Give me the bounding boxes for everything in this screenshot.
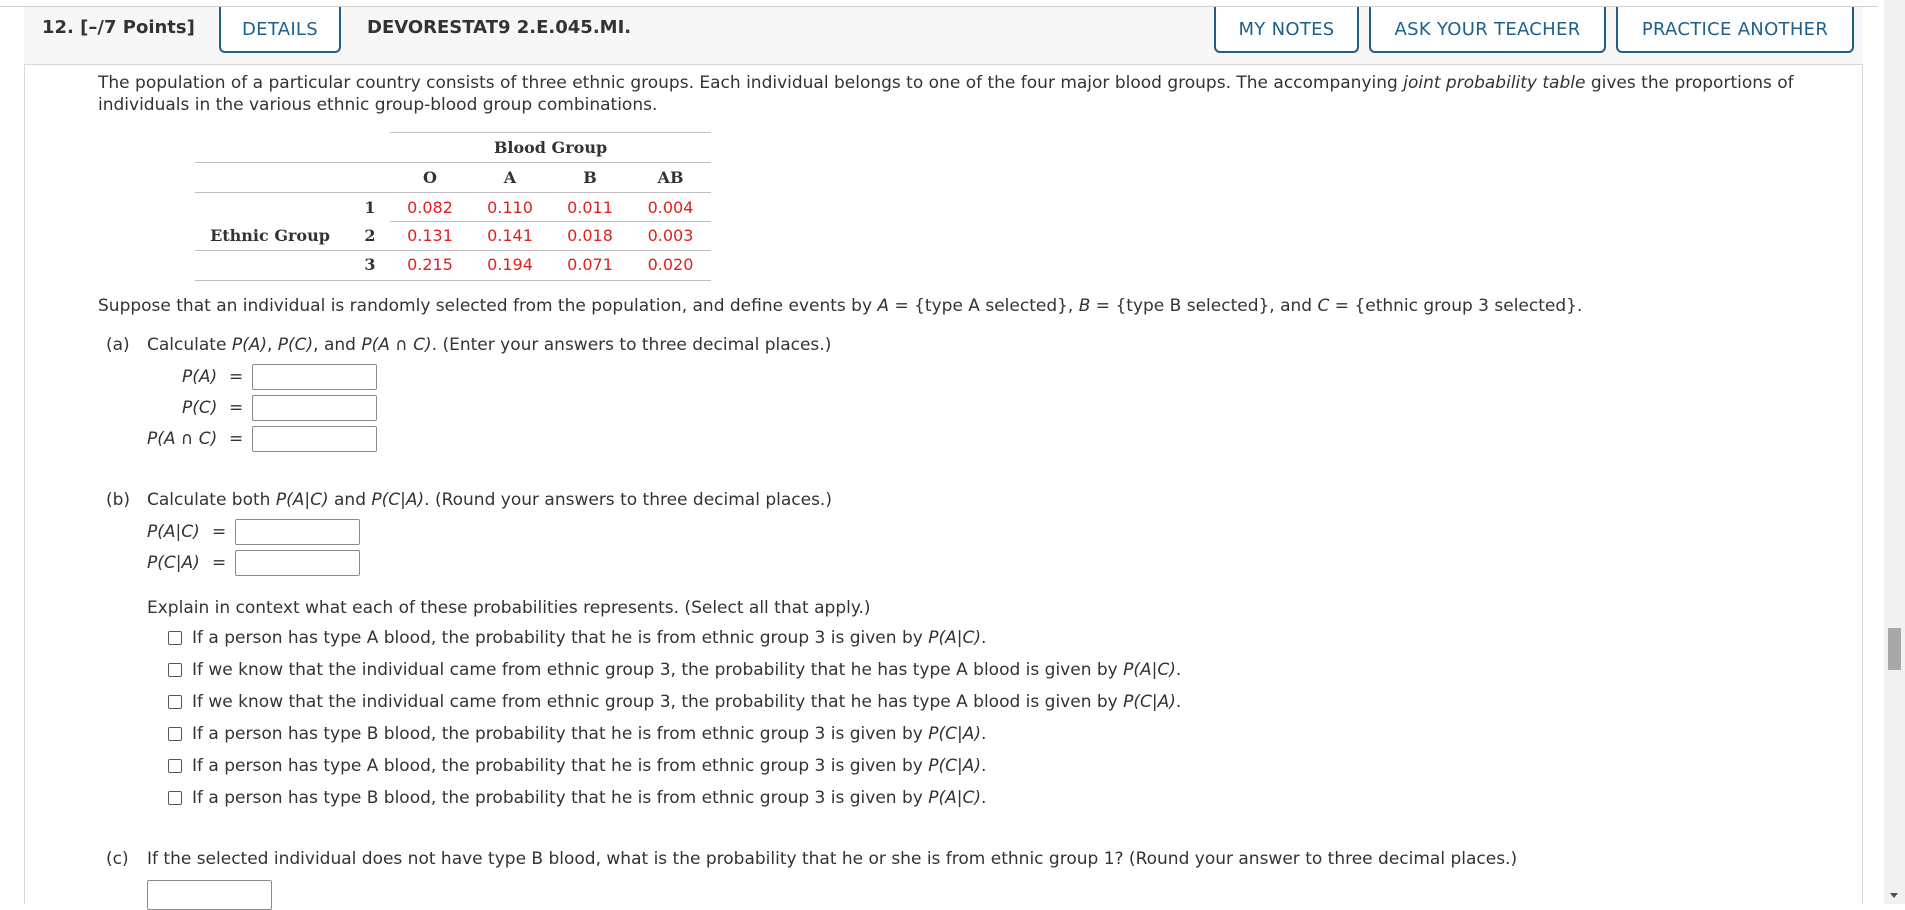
option-prob: P(C|A)	[1123, 692, 1176, 712]
ask-your-teacher-button[interactable]: ASK YOUR TEACHER	[1369, 7, 1606, 53]
option-end: .	[980, 724, 987, 744]
events-text: Suppose that an individual is randomly selected from the population, and define events by	[98, 296, 878, 316]
option-label-3	[192, 691, 1181, 713]
column-header-ab: AB	[657, 168, 684, 187]
events-definition	[98, 295, 1582, 317]
question-points: [–/7 Points]	[80, 17, 195, 38]
part-a-instructions	[147, 334, 831, 356]
option-prob: P(C|A)	[928, 756, 981, 776]
option-text: If a person has type A blood, the probability that he is from ethnic group 3 is given by	[192, 628, 929, 648]
part-a-text: P(A)	[231, 335, 267, 355]
table-cell: 0.215	[407, 255, 453, 274]
pa-input[interactable]	[252, 364, 377, 390]
part-b-text: . (Round your answers to three decimal places.)	[424, 490, 832, 510]
practice-another-button[interactable]: PRACTICE ANOTHER	[1616, 7, 1854, 53]
table-cell: 0.018	[567, 226, 613, 245]
table-cell: 0.071	[567, 255, 613, 274]
intro-paragraph	[98, 72, 1848, 116]
equals-sign: =	[212, 522, 227, 542]
part-b-text: Calculate both	[147, 490, 276, 510]
pc-input[interactable]	[252, 395, 377, 421]
part-a-text: P(C)	[277, 335, 314, 355]
option-checkbox-1[interactable]	[168, 631, 182, 645]
option-checkbox-2[interactable]	[168, 663, 182, 677]
part-a-text: ,	[266, 335, 278, 355]
part-a-text: Calculate	[147, 335, 232, 355]
option-end: .	[980, 628, 987, 648]
vertical-scrollbar[interactable]	[1884, 0, 1905, 904]
table-cell: 0.131	[407, 226, 453, 245]
blood-group-title: Blood Group	[493, 138, 608, 157]
option-text: If a person has type B blood, the probability that he is from ethnic group 3 is given by	[192, 788, 929, 808]
table-rule	[390, 132, 711, 133]
intro-italic: joint probability table	[1403, 73, 1586, 93]
part-a-text: , and	[313, 335, 362, 355]
option-checkbox-6[interactable]	[168, 791, 182, 805]
table-rule	[195, 280, 711, 281]
my-notes-button[interactable]: MY NOTES	[1214, 7, 1359, 53]
equals-sign: =	[229, 367, 244, 387]
part-b-text: P(A|C)	[275, 490, 329, 510]
p-c-given-a-input[interactable]	[235, 550, 360, 576]
question-code: DEVORESTAT9 2.E.045.MI.	[367, 17, 632, 38]
p-a-given-c-input[interactable]	[235, 519, 360, 545]
p-c-given-a-label: P(C|A)	[147, 553, 200, 573]
part-c-input[interactable]	[147, 880, 272, 910]
option-label-6	[192, 787, 986, 809]
part-a-text: . (Enter your answers to three decimal places.)	[431, 335, 832, 355]
events-text: = {type A selected},	[889, 296, 1079, 316]
intro-text-2: gives the proportions of individuals in the various ethnic group-blood group combinations.	[98, 73, 1794, 115]
equals-sign: =	[229, 398, 244, 418]
part-a-text: P(A ∩ C)	[361, 335, 432, 355]
part-b-letter: (b)	[106, 490, 131, 510]
column-header-o: O	[423, 168, 437, 187]
p-a-and-c-input[interactable]	[252, 426, 377, 452]
part-a-letter: (a)	[106, 335, 130, 355]
ethnic-group-title: Ethnic Group	[210, 226, 330, 245]
option-text: If we know that the individual came from ethnic group 3, the probability that he has type A blood is given by	[192, 692, 1124, 712]
column-header-b: B	[583, 168, 597, 187]
event-c: C	[1317, 296, 1330, 316]
equals-sign: =	[212, 553, 227, 573]
table-cell: 0.003	[647, 226, 694, 245]
equals-sign: =	[229, 429, 244, 449]
option-label-2	[192, 659, 1181, 681]
table-cell: 0.004	[647, 198, 694, 217]
option-end: .	[980, 756, 987, 776]
table-cell: 0.110	[487, 198, 533, 217]
events-text: = {ethnic group 3 selected}.	[1329, 296, 1583, 316]
part-c-instructions: If the selected individual does not have type B blood, what is the probability that he or she is from ethnic group 1? (Round your answer to three decimal places.)	[147, 849, 1518, 869]
part-b-instructions	[147, 489, 832, 511]
question-number: 12.	[42, 17, 74, 38]
option-checkbox-3[interactable]	[168, 695, 182, 709]
table-cell: 0.141	[487, 226, 533, 245]
table-cell: 0.194	[487, 255, 533, 274]
option-label-5	[192, 755, 986, 777]
option-label-1	[192, 627, 986, 649]
pc-label: P(C)	[182, 398, 218, 418]
option-text: If we know that the individual came from ethnic group 3, the probability that he has type A blood is given by	[192, 660, 1124, 680]
details-button[interactable]: DETAILS	[219, 7, 341, 53]
option-prob: P(C|A)	[928, 724, 981, 744]
option-text: If a person has type A blood, the probability that he is from ethnic group 3 is given by	[192, 756, 929, 776]
option-end: .	[1175, 660, 1182, 680]
option-prob: P(A|C)	[1123, 660, 1176, 680]
part-c-letter: (c)	[106, 849, 129, 869]
part-b-text: and	[328, 490, 372, 510]
option-text: If a person has type B blood, the probability that he is from ethnic group 3 is given by	[192, 724, 929, 744]
option-end: .	[980, 788, 987, 808]
events-text: = {type B selected}, and	[1090, 296, 1318, 316]
event-a: A	[877, 296, 890, 316]
option-checkbox-4[interactable]	[168, 727, 182, 741]
table-cell: 0.082	[407, 198, 453, 217]
row-label-3: 3	[364, 255, 376, 274]
row-label-1: 1	[364, 198, 376, 217]
pa-label: P(A)	[182, 367, 218, 387]
scrollbar-thumb[interactable]	[1888, 628, 1901, 670]
part-b-text: P(C|A)	[371, 490, 425, 510]
option-end: .	[1175, 692, 1182, 712]
scroll-down-arrow-icon[interactable]	[1890, 893, 1898, 898]
row-label-2: 2	[364, 226, 376, 245]
explain-instructions: Explain in context what each of these probabilities represents. (Select all that apply.)	[147, 598, 871, 618]
p-a-given-c-label: P(A|C)	[147, 522, 200, 542]
option-label-4	[192, 723, 986, 745]
column-header-a: A	[503, 168, 517, 187]
table-rule	[195, 250, 711, 251]
intro-text-1: The population of a particular country consists of three ethnic groups. Each individual belongs to one of the four major blood groups. The accompanying	[98, 73, 1404, 93]
option-prob: P(A|C)	[928, 788, 981, 808]
event-b: B	[1078, 296, 1091, 316]
table-rule	[390, 221, 711, 222]
table-cell: 0.011	[567, 198, 613, 217]
option-prob: P(A|C)	[928, 628, 981, 648]
p-a-and-c-label: P(A ∩ C)	[147, 429, 218, 449]
option-checkbox-5[interactable]	[168, 759, 182, 773]
table-rule	[195, 192, 711, 193]
table-cell: 0.020	[647, 255, 694, 274]
table-rule	[195, 162, 711, 163]
